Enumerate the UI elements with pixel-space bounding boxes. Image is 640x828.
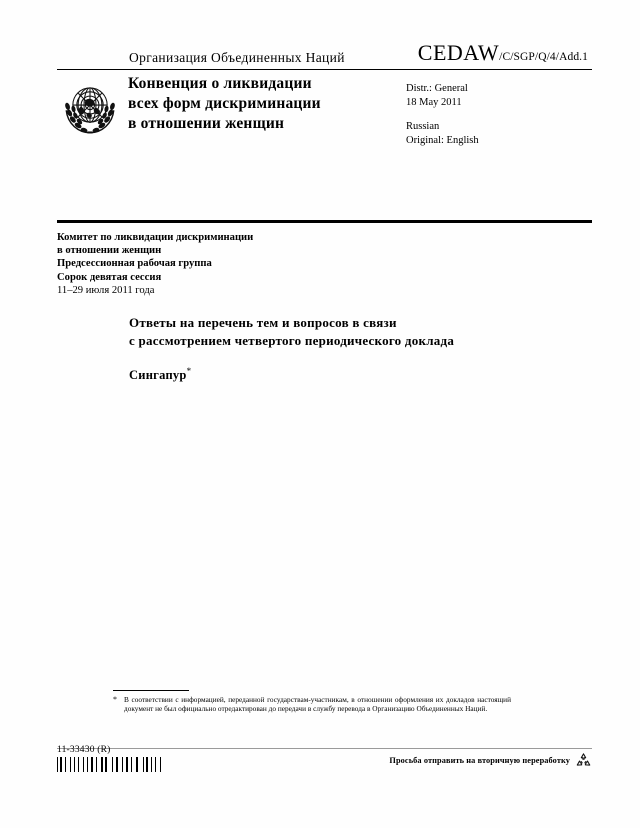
document-original-language: Original: English — [406, 134, 479, 146]
committee-working-group: Предсессионная рабочая группа — [57, 258, 212, 270]
page-title-line-2: с рассмотрением четвертого периодического доклада — [129, 333, 455, 348]
organization-name: Организация Объединенных Наций — [129, 50, 345, 65]
convention-title-line-3: в отношении женщин — [128, 115, 285, 132]
country-label: Сингапур — [129, 368, 187, 383]
committee-session-dates: 11–29 июля 2011 года — [57, 284, 155, 296]
footer-rule — [57, 748, 592, 749]
document-symbol-main: CEDAW — [417, 40, 500, 65]
distribution-block — [406, 74, 479, 147]
recycle-notice — [389, 752, 592, 769]
heavy-rule — [57, 220, 592, 223]
brand-row — [57, 74, 592, 147]
country-footnote-mark: * — [186, 366, 192, 376]
committee-name-line-1: Комитет по ликвидации дискриминации — [57, 232, 254, 243]
country-name — [129, 366, 191, 383]
page-title-line-1: Ответы на перечень тем и вопросов в связи — [129, 315, 397, 330]
footnote-text: В соответствии с информацией, переданной государствам-участникам, в отношении оформления их докладов настоящий документ не был официально отредактирован до передачи в службу перевода в Организацию Объединенных Наций. — [124, 695, 511, 714]
recycle-icon — [575, 752, 592, 769]
un-emblem-icon — [57, 76, 123, 142]
masthead — [57, 40, 592, 70]
footnote-rule — [113, 690, 189, 691]
document-symbol-suffix: /C/SGP/Q/4/Add.1 — [499, 51, 588, 63]
recycle-text: Просьба отправить на вторичную переработку — [389, 756, 570, 765]
convention-title-line-2: всех форм дискриминации — [128, 95, 321, 112]
job-number: 11-33430 (R) — [57, 745, 111, 755]
committee-block — [57, 231, 477, 297]
convention-title — [128, 74, 398, 134]
masthead-rule — [57, 69, 592, 70]
distribution-spacer — [406, 109, 479, 120]
distribution-date: 18 May 2011 — [406, 96, 462, 108]
committee-session: Сорок девятая сессия — [57, 271, 162, 283]
distribution-type: Distr.: General — [406, 83, 468, 94]
footnote-mark: * — [113, 695, 117, 704]
footnote — [113, 695, 511, 714]
organization-line — [57, 40, 592, 66]
convention-title-line-1: Конвенция о ликвидации — [128, 75, 312, 92]
document-language: Russian — [406, 121, 440, 132]
page-title — [129, 314, 579, 350]
barcode — [57, 757, 164, 772]
committee-name-line-2: в отношении женщин — [57, 245, 162, 257]
document-symbol — [418, 40, 588, 66]
